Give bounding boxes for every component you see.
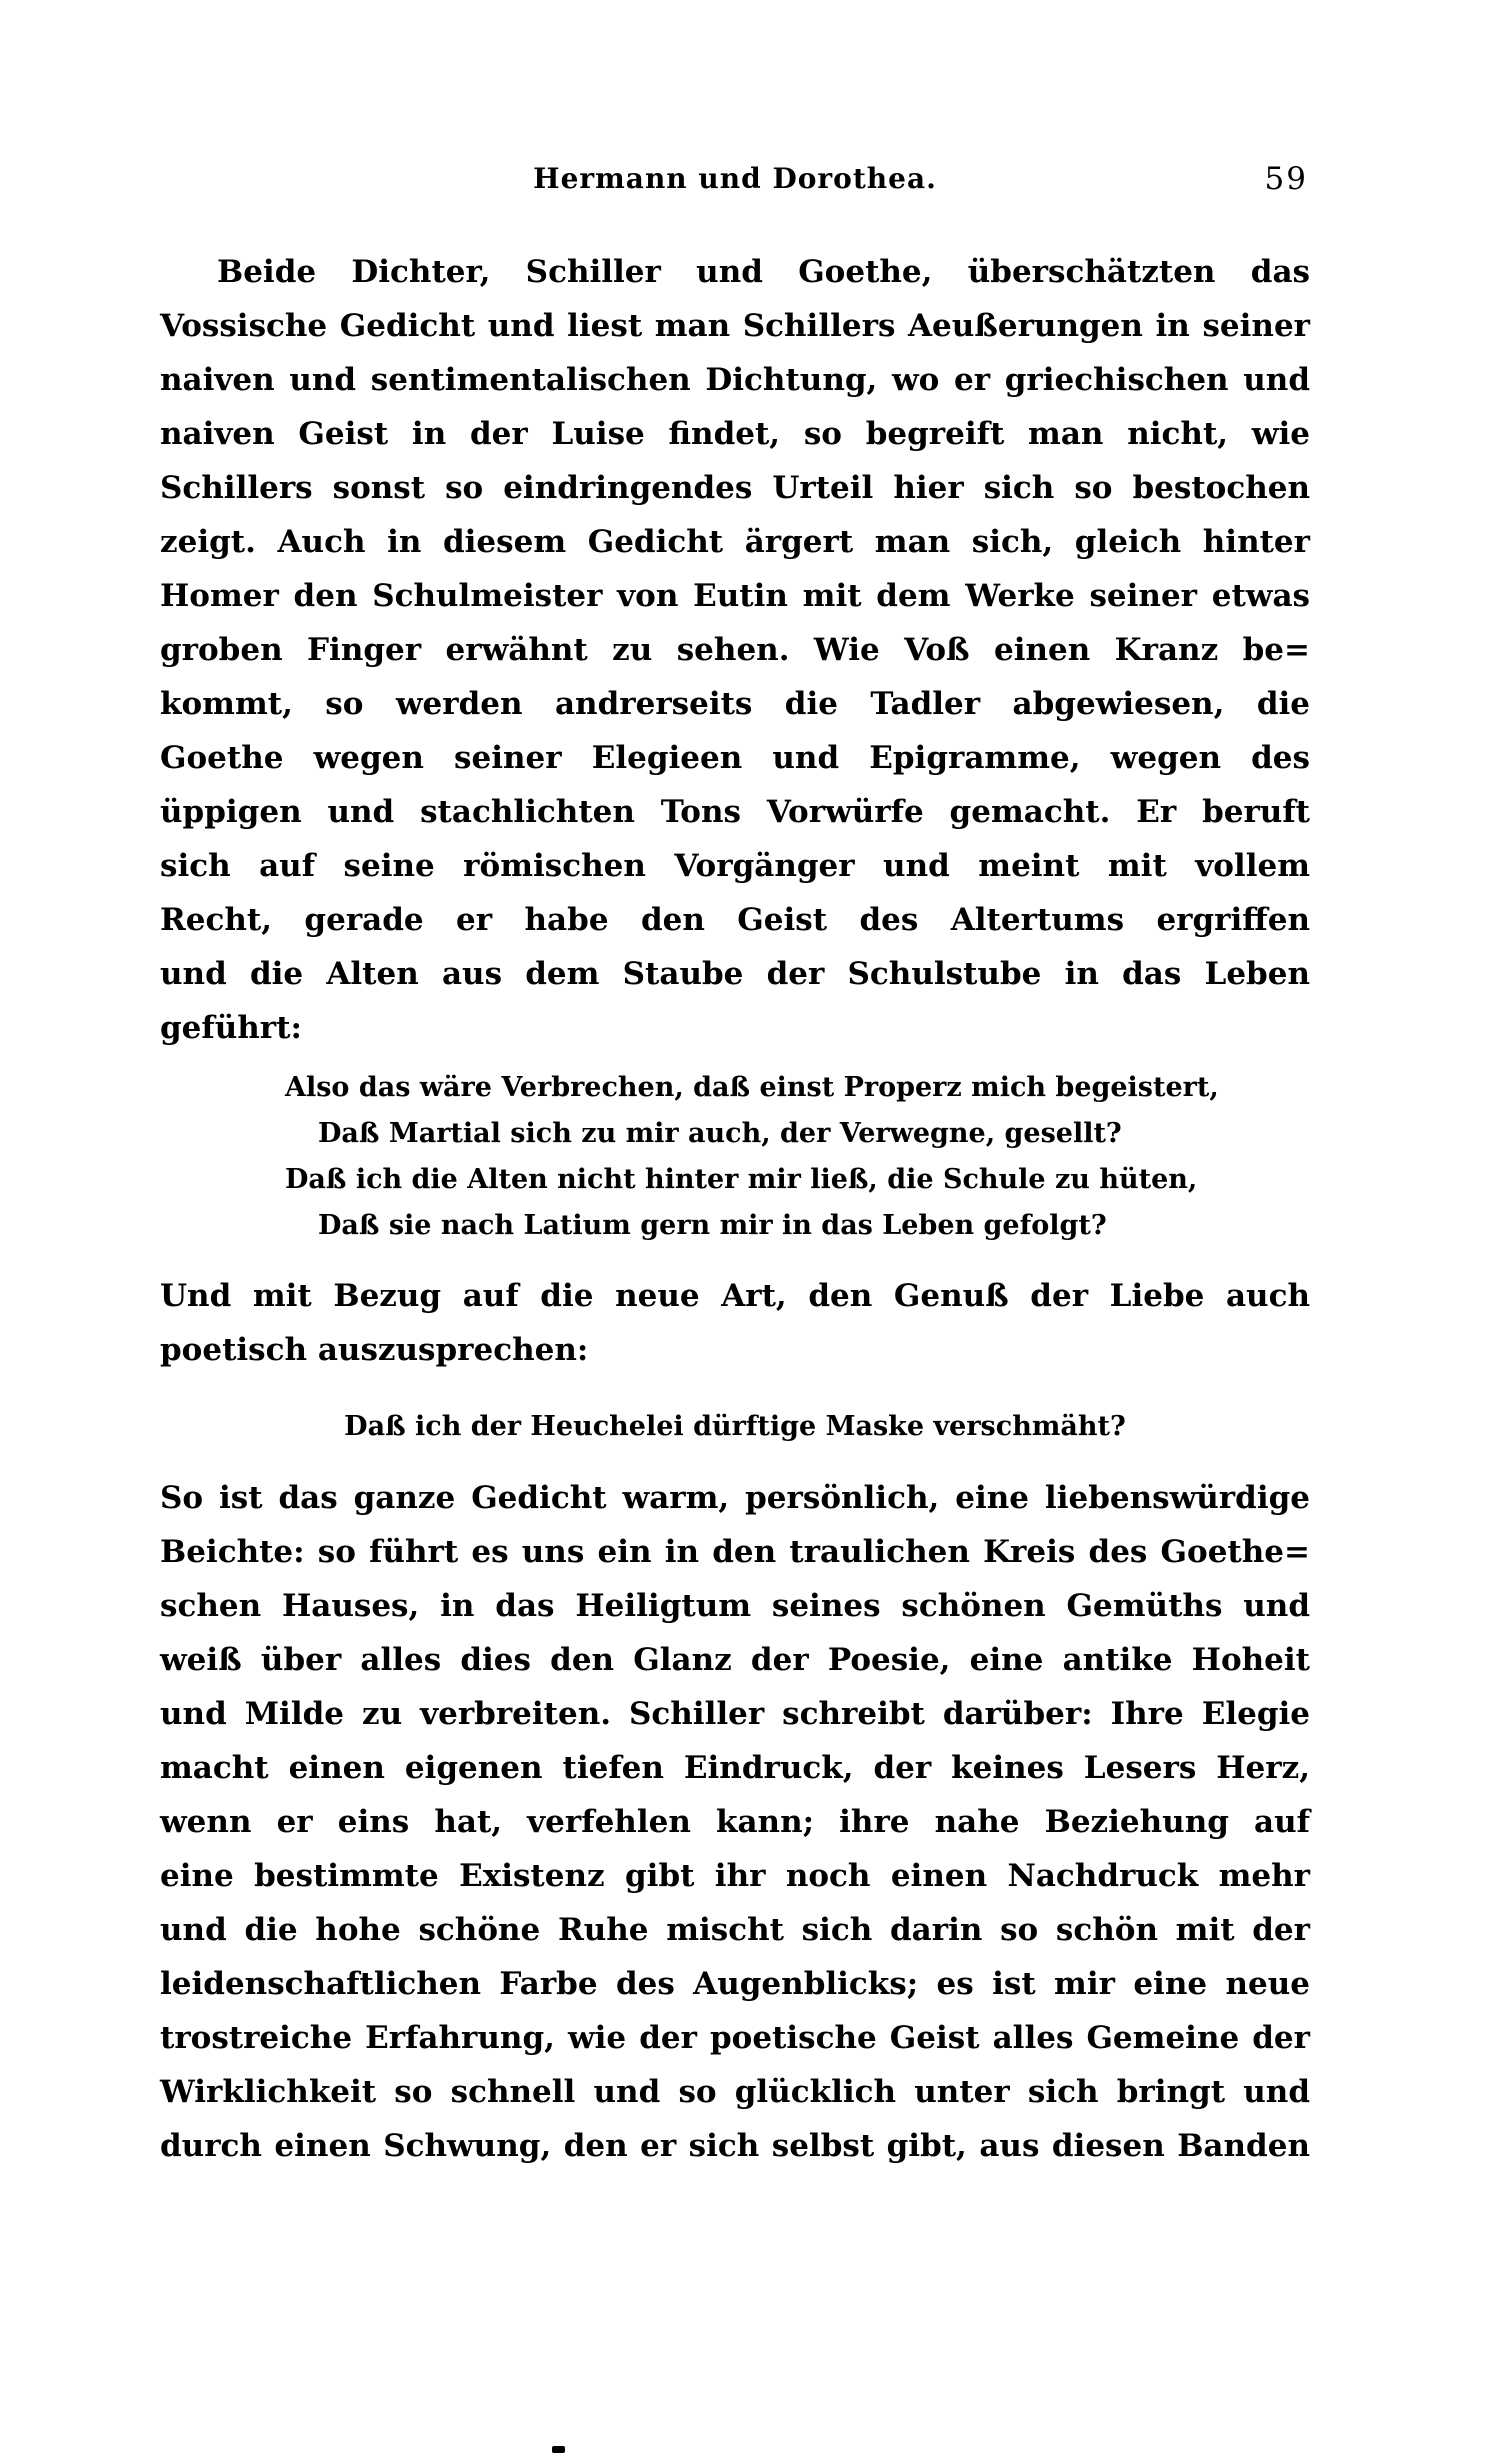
text-line: und die hohe schöne Ruhe mischt sich darin so schön mit der — [160, 1912, 1310, 1948]
verse-quote-1 — [160, 1065, 1310, 1249]
verse-line: Daß sie nach Latium gern mir in das Leben gefolgt? — [318, 1210, 1107, 1241]
text-line: geführt: — [160, 1010, 302, 1046]
verse-quote-2 — [160, 1404, 1310, 1450]
page-number: 59 — [1264, 161, 1308, 197]
text-line: wenn er eins hat, verfehlen kann; ihre nahe Beziehung auf — [160, 1804, 1310, 1840]
text-line: Beide Dichter, Schiller und Goethe, überschätzten das — [217, 254, 1310, 290]
text-line: Wirklichkeit so schnell und so glücklich unter sich bringt und — [160, 2074, 1310, 2110]
verse-line: Daß ich der Heuchelei dürftige Maske verschmäht? — [344, 1411, 1126, 1442]
text-line: macht einen eigenen tiefen Eindruck, der keines Lesers Herz, — [160, 1750, 1310, 1786]
text-line: trostreiche Erfahrung, wie der poetische Geist alles Gemeine der — [160, 2020, 1310, 2056]
text-line: Vossische Gedicht und liest man Schillers Aeußerungen in seiner — [160, 308, 1310, 344]
text-line: So ist das ganze Gedicht warm, persönlich, eine liebenswürdige — [160, 1480, 1310, 1516]
text-line: zeigt. Auch in diesem Gedicht ärgert man sich, gleich hinter — [160, 524, 1310, 560]
text-line: Recht, gerade er habe den Geist des Altertums ergriffen — [160, 902, 1310, 938]
ink-speck — [552, 2446, 565, 2453]
text-line: Goethe wegen seiner Elegieen und Epigramme, wegen des — [160, 740, 1310, 776]
text-line: sich auf seine römischen Vorgänger und meint mit vollem — [160, 848, 1310, 884]
text-line: poetisch auszusprechen: — [160, 1332, 589, 1368]
verse-line: Also das wäre Verbrechen, daß einst Properz mich begeistert, — [285, 1072, 1219, 1103]
verse-line: Daß Martial sich zu mir auch, der Verwegne, gesellt? — [318, 1118, 1122, 1149]
text-line: Homer den Schulmeister von Eutin mit dem Werke seiner etwas — [160, 578, 1310, 614]
paragraph-3 — [160, 1471, 1310, 2173]
text-line: Und mit Bezug auf die neue Art, den Genuß der Liebe auch — [160, 1278, 1310, 1314]
paragraph-1 — [160, 245, 1310, 1055]
text-line: schen Hauses, in das Heiligtum seines schönen Gemüths und — [160, 1588, 1310, 1624]
running-header — [160, 157, 1310, 201]
text-line: groben Finger erwähnt zu sehen. Wie Voß einen Kranz be= — [160, 632, 1310, 668]
text-line: und Milde zu verbreiten. Schiller schreibt darüber: Ihre Elegie — [160, 1696, 1310, 1732]
text-line: naiven Geist in der Luise findet, so begreift man nicht, wie — [160, 416, 1310, 452]
text-line: üppigen und stachlichten Tons Vorwürfe gemacht. Er beruft — [160, 794, 1310, 830]
text-line: weiß über alles dies den Glanz der Poesie, eine antike Hoheit — [160, 1642, 1310, 1678]
text-line: leidenschaftlichen Farbe des Augenblicks; es ist mir eine neue — [160, 1966, 1310, 2002]
text-line: eine bestimmte Existenz gibt ihr noch einen Nachdruck mehr — [160, 1858, 1310, 1894]
text-line: und die Alten aus dem Staube der Schulstube in das Leben — [160, 956, 1310, 992]
running-header-title: Hermann und Dorothea. — [533, 162, 937, 195]
text-line: kommt, so werden andrerseits die Tadler abgewiesen, die — [160, 686, 1310, 722]
paragraph-2 — [160, 1269, 1310, 1377]
verse-line: Daß ich die Alten nicht hinter mir ließ, die Schule zu hüten, — [285, 1164, 1198, 1195]
text-line: Beichte: so führt es uns ein in den traulichen Kreis des Goethe= — [160, 1534, 1310, 1570]
text-line: durch einen Schwung, den er sich selbst gibt, aus diesen Banden — [160, 2128, 1310, 2164]
text-line: naiven und sentimentalischen Dichtung, wo er griechischen und — [160, 362, 1310, 398]
text-line: Schillers sonst so eindringendes Urteil hier sich so bestochen — [160, 470, 1310, 506]
